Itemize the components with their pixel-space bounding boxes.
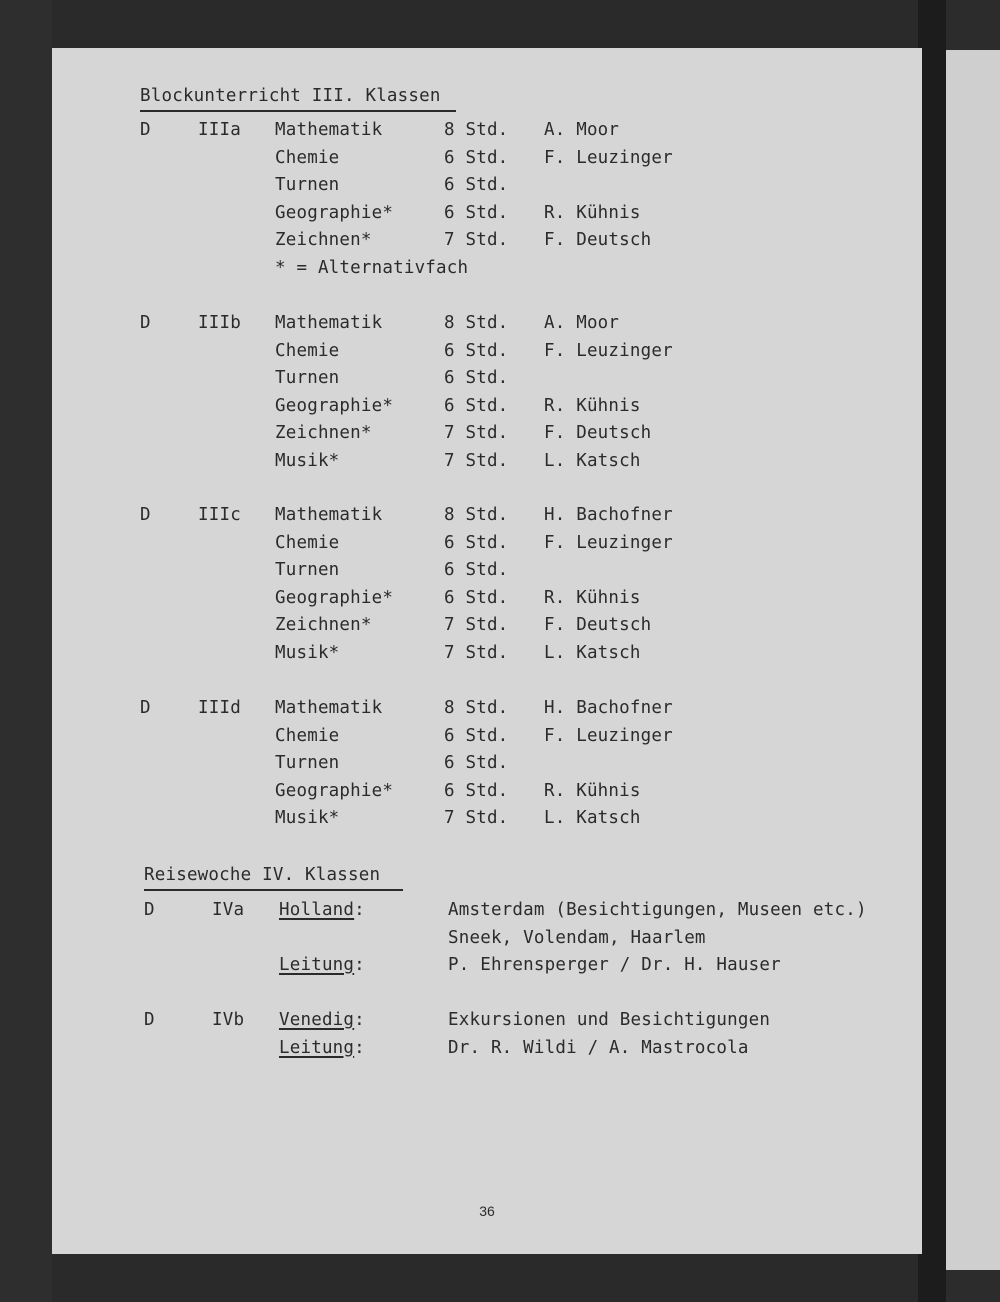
subject-cell: Mathematik	[275, 120, 383, 140]
hours-cell: 8 Std.	[444, 505, 509, 525]
teacher-cell: A. Moor	[544, 313, 620, 333]
hours-cell: 6 Std.	[444, 725, 509, 746]
teacher-cell: H. Bachofner	[544, 698, 673, 718]
class-label: IIIb	[198, 313, 241, 333]
hours-cell: 7 Std.	[444, 808, 509, 828]
leadership-names: P. Ehrensperger / Dr. H. Hauser	[448, 955, 781, 975]
document-page	[52, 48, 922, 1254]
hours-cell: 8 Std.	[444, 313, 509, 333]
class-label: IIIc	[198, 505, 241, 525]
subject-cell: Turnen	[275, 368, 340, 388]
teacher-cell: R. Kühnis	[544, 587, 641, 608]
label-colon: :	[354, 1037, 365, 1058]
trip-detail: Sneek, Volendam, Haarlem	[448, 927, 706, 948]
department-label: D	[140, 698, 151, 718]
destination-label: Holland	[279, 900, 355, 920]
department-label: D	[140, 313, 151, 333]
hours-cell: 8 Std.	[444, 698, 509, 718]
leadership-names: Dr. R. Wildi / A. Mastrocola	[448, 1037, 749, 1058]
heading-reisewoche: Reisewoche IV. Klassen	[144, 865, 381, 885]
teacher-cell: F. Leuzinger	[544, 147, 673, 168]
teacher-cell: L. Katsch	[544, 642, 641, 663]
scan-background-left	[0, 0, 52, 1302]
subject-cell: Zeichnen*	[275, 615, 372, 635]
hours-cell: 6 Std.	[444, 532, 509, 553]
teacher-cell: F. Deutsch	[544, 615, 652, 635]
class-label: IIId	[198, 698, 241, 718]
page-number: 36	[479, 1203, 495, 1219]
teacher-cell: R. Kühnis	[544, 395, 641, 416]
teacher-cell: F. Deutsch	[544, 230, 652, 250]
class-label: IIIa	[198, 120, 241, 140]
subject-cell: Mathematik	[275, 698, 383, 718]
leadership-label: Leitung	[279, 955, 355, 975]
teacher-cell: L. Katsch	[544, 808, 641, 828]
heading-underline	[144, 889, 403, 891]
leadership-label: Leitung	[279, 1037, 355, 1058]
department-label: D	[140, 120, 151, 140]
department-label: D	[144, 900, 155, 920]
destination-label: Venedig	[279, 1010, 355, 1030]
subject-cell: Geographie*	[275, 202, 394, 223]
subject-cell: Geographie*	[275, 587, 394, 608]
department-label: D	[140, 505, 151, 525]
subject-cell: Chemie	[275, 532, 340, 553]
hours-cell: 6 Std.	[444, 202, 509, 223]
subject-cell: Chemie	[275, 340, 340, 361]
subject-cell: Chemie	[275, 147, 340, 168]
trip-detail: Exkursionen und Besichtigungen	[448, 1010, 771, 1030]
subject-cell: Musik*	[275, 808, 340, 828]
hours-cell: 7 Std.	[444, 230, 509, 250]
hours-cell: 6 Std.	[444, 780, 509, 801]
teacher-cell: F. Leuzinger	[544, 532, 673, 553]
subject-cell: Turnen	[275, 560, 340, 580]
heading-underline	[140, 110, 456, 112]
class-label: IVb	[212, 1010, 245, 1030]
hours-cell: 6 Std.	[444, 587, 509, 608]
teacher-cell: A. Moor	[544, 120, 620, 140]
hours-cell: 6 Std.	[444, 368, 509, 388]
label-colon: :	[354, 1010, 365, 1030]
subject-cell: Mathematik	[275, 505, 383, 525]
teacher-cell: F. Leuzinger	[544, 340, 673, 361]
subject-cell: Zeichnen*	[275, 423, 372, 443]
subject-cell: Chemie	[275, 725, 340, 746]
subject-cell: Mathematik	[275, 313, 383, 333]
subject-cell: Musik*	[275, 450, 340, 471]
teacher-cell: L. Katsch	[544, 450, 641, 471]
class-label: IVa	[212, 900, 245, 920]
hours-cell: 7 Std.	[444, 423, 509, 443]
heading-blockunterricht: Blockunterricht III. Klassen	[140, 86, 441, 106]
subject-cell: Geographie*	[275, 780, 394, 801]
hours-cell: 6 Std.	[444, 395, 509, 416]
subject-cell: Zeichnen*	[275, 230, 372, 250]
teacher-cell: R. Kühnis	[544, 202, 641, 223]
subject-cell: Turnen	[275, 753, 340, 773]
subject-cell: Geographie*	[275, 395, 394, 416]
subject-cell: Turnen	[275, 175, 340, 195]
label-colon: :	[354, 955, 365, 975]
scan-gutter	[918, 0, 946, 1302]
hours-cell: 6 Std.	[444, 560, 509, 580]
hours-cell: 6 Std.	[444, 147, 509, 168]
label-colon: :	[354, 900, 365, 920]
hours-cell: 7 Std.	[444, 615, 509, 635]
subject-cell: Musik*	[275, 642, 340, 663]
teacher-cell: R. Kühnis	[544, 780, 641, 801]
hours-cell: 8 Std.	[444, 120, 509, 140]
hours-cell: 6 Std.	[444, 340, 509, 361]
teacher-cell: H. Bachofner	[544, 505, 673, 525]
adjacent-page-edge	[946, 0, 1000, 1302]
department-label: D	[144, 1010, 155, 1030]
hours-cell: 6 Std.	[444, 175, 509, 195]
footnote: * = Alternativfach	[275, 257, 469, 278]
hours-cell: 6 Std.	[444, 753, 509, 773]
teacher-cell: F. Leuzinger	[544, 725, 673, 746]
hours-cell: 7 Std.	[444, 450, 509, 471]
hours-cell: 7 Std.	[444, 642, 509, 663]
teacher-cell: F. Deutsch	[544, 423, 652, 443]
trip-detail: Amsterdam (Besichtigungen, Museen etc.)	[448, 900, 867, 920]
